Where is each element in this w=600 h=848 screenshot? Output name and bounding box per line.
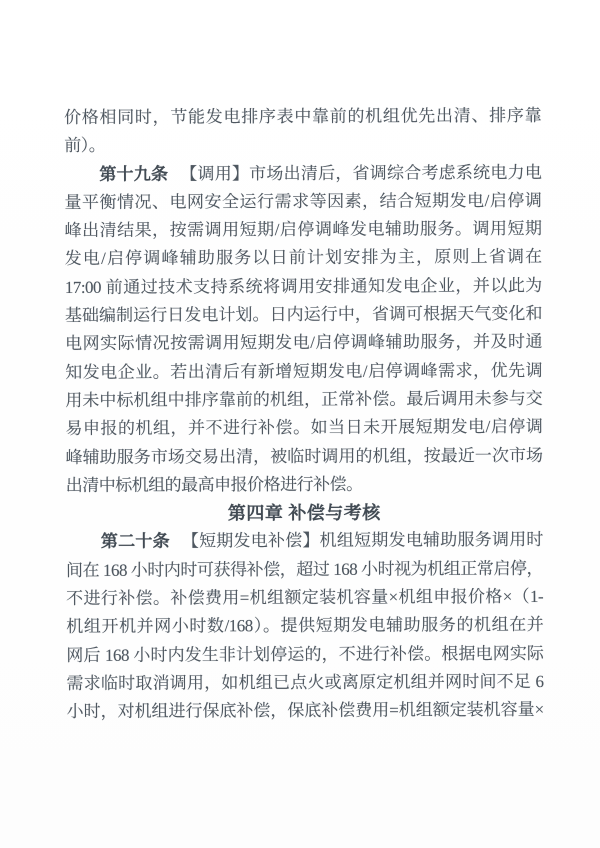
text-line: 峰出清结果，按需调用短期/启停调峰发电辅助服务。调用短期 xyxy=(64,219,542,241)
text-line: 17:00 前通过技术支持系统将调用安排通知发电企业，并以此为 xyxy=(64,275,542,297)
text-line xyxy=(66,526,543,556)
text-line: 易申报的机组，并不进行补偿。如当日未开展短期发电/启停调 xyxy=(65,417,543,439)
text-line-content: 【调用】市场出清后，省调综合考虑系统电力电 xyxy=(180,162,542,184)
text-line: 电网实际情况按需调用短期发电/启停调峰辅助服务，并及时通 xyxy=(65,332,543,354)
text-line: 小时，对机组进行保底补偿，保底补偿费用=机组额定装机容量× xyxy=(66,700,544,722)
text-line: 机组开机并网小时数/168）。提供短期发电辅助服务的机组在并 xyxy=(66,615,544,637)
article-number: 第十九条 xyxy=(99,164,169,184)
text-line xyxy=(64,159,541,189)
text-line: 峰辅助服务市场交易出清，被临时调用的机组，按最近一次市场 xyxy=(65,445,543,467)
text-line: 价格相同时，节能发电排序表中靠前的机组优先出清、排序靠 xyxy=(64,105,542,127)
text-line: 需求临时取消调用，如机组已点火或离原定机组并网时间不足 6 xyxy=(66,671,544,693)
article-number: 第二十条 xyxy=(100,531,170,552)
text-line-content: 【短期发电补偿】机组短期发电辅助服务调用时 xyxy=(181,530,543,551)
text-line: 不进行补偿。补偿费用=机组额定装机容量×机组申报价格×（1- xyxy=(66,586,544,609)
chapter-heading: 第四章 补偿与考核 xyxy=(227,502,381,524)
text-line: 网后 168 小时内发生非计划停运的，不进行补偿。根据电网实际 xyxy=(66,643,544,665)
document-text-block xyxy=(64,102,544,727)
text-line: 间在 168 小时内时可获得补偿，超过 168 小时视为机组正常启停， xyxy=(65,558,544,580)
text-line: 基础编制运行日发电计划。日内运行中，省调可根据天气变化和 xyxy=(64,303,542,326)
text-line: 前）。 xyxy=(64,136,106,156)
text-line: 用未中标机组中排序靠前的机组，正常补偿。最后调用未参与交 xyxy=(65,388,543,410)
text-line: 知发电企业。若出清后有新增短期发电/启停调峰需求，优先调 xyxy=(65,360,543,382)
text-line: 发电/启停调峰辅助服务以日前计划安排为主，原则上省调在 xyxy=(64,247,542,269)
text-line: 出清中标机组的最高申报价格进行补偿。 xyxy=(65,474,363,495)
text-line: 量平衡情况、电网安全运行需求等因素，结合短期发电/启停调 xyxy=(64,190,542,212)
